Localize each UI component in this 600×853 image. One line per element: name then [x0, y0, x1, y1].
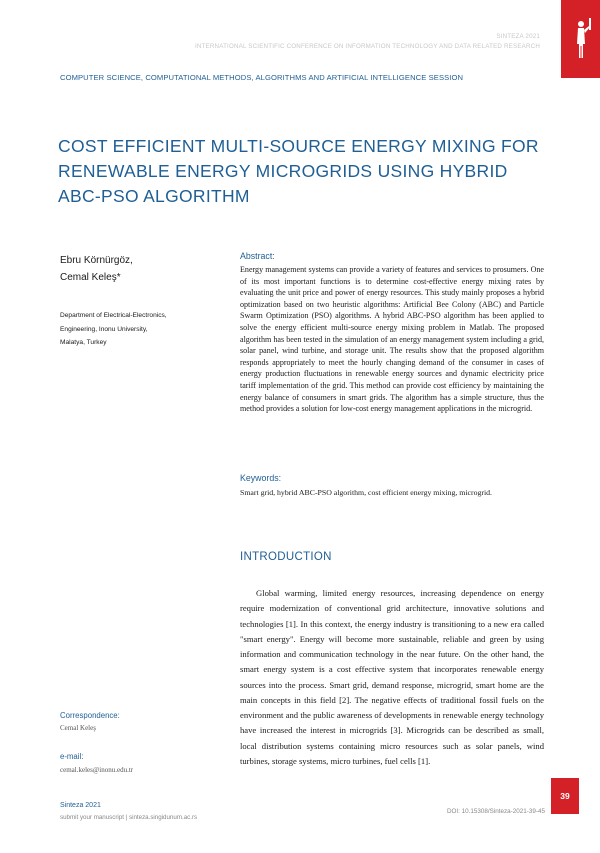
- email-link[interactable]: cemal.keles@inonu.edu.tr: [60, 766, 134, 774]
- footer-doi[interactable]: DOI: 10.15308/Sinteza-2021-39-45: [446, 808, 545, 815]
- affiliation-line: Engineering, Inonu University,: [60, 325, 148, 333]
- author-name: Cemal Keleş*: [60, 272, 121, 283]
- journal-name: SINTEZA 2021: [496, 33, 540, 40]
- correspondence-name: Cemal Keleş: [60, 724, 96, 732]
- affiliation-line: Department of Electrical-Electronics,: [60, 312, 167, 319]
- keywords-label: Keywords:: [240, 473, 282, 483]
- page-number: 39: [551, 778, 579, 814]
- figure-logo-icon: [561, 0, 600, 78]
- email-label: e-mail:: [60, 752, 84, 761]
- conference-name: INTERNATIONAL SCIENTIFIC CONFERENCE ON INFORMATION TECHNOLOGY AND DATA RELATED RESEARCH: [194, 43, 540, 50]
- sinteza-logo: [561, 0, 600, 78]
- section-heading: INTRODUCTION: [240, 551, 332, 563]
- footer-submit-link[interactable]: submit your manuscript | sinteza.singidunum.ac.rs: [60, 814, 198, 821]
- abstract-text: Energy management systems can provide a variety of features and services to prosumers. One of its most important functions is to determine cost-effective energy mixing rates by evaluating the unit price and power of energy resources. This study mainly proposes a hybrid optimization based on two heuristic algorithms: Artificial Bee Colony (ABC) and Particle Swarm Optimization (PSO) algorithms. A hybrid ABC-PSO algorithm has been applied to solve the energy efficient multi-source energy mixing problem in Matlab. The proposed algorithm has been tested in the simulation of an energy management system including a grid, solar panel, wind turbine, and storage unit. The results show that the proposed algorithm responds appropriately to meet the hourly changing demand of the consumer in cases of energy production fluctuations in renewable energy sources and dynamic electricity price tariff implementation of the grid. This method can provide cost efficiency by maintaining the energy balance of consumers in smart grids. The algorithm has a simple structure, thus the method provides a solution for low-cost energy management applications in the microgrid.: [240, 265, 544, 414]
- conference-header: [195, 32, 540, 52]
- correspondence-label: Correspondence:: [60, 711, 120, 720]
- author-name: Ebru Körnürgöz,: [60, 255, 133, 266]
- paper-title: COST EFFICIENT MULTI-SOURCE ENERGY MIXING FOR RENEWABLE ENERGY MICROGRIDS USING HYBRID ABC-PSO ALGORITHM: [58, 136, 539, 206]
- affiliation-line: Malatya, Turkey: [60, 339, 107, 346]
- author-list: [60, 252, 133, 286]
- intro-paragraph: Global warming, limited energy resources, increasing dependence on energy require modernization of conventional grid architecture, innovative solutions and technologies [1]. In this context, the energy industry is transitioning to a new era called "smart energy". Energy will become more sustainable, reliable and green by using information and communication technology in the near future. On the other hand, the smart energy system is a cost effective system that incorporates renewable energy sources into the process. Smart grid, demand response, microgrid, smart home are the main concepts in this field [2]. The negative effects of traditional fossil fuels on the environment and the public awareness of developments in renewable energy technology have increased the interest in microgrids [3]. Microgrids can be described as small, local distribution systems containing micro resources such as solar panels, wind turbines, storage systems, micro turbines, fuel cells [1].: [240, 588, 544, 766]
- affiliation: [60, 309, 167, 350]
- keywords-text: Smart grid, hybrid ABC-PSO algorithm, cost efficient energy mixing, microgrid.: [240, 488, 492, 497]
- abstract-label: Abstract:: [240, 251, 275, 261]
- footer-journal: Sinteza 2021: [60, 802, 101, 809]
- session-title: COMPUTER SCIENCE, COMPUTATIONAL METHODS, ALGORITHMS AND ARTIFICIAL INTELLIGENCE SESSION: [60, 73, 464, 82]
